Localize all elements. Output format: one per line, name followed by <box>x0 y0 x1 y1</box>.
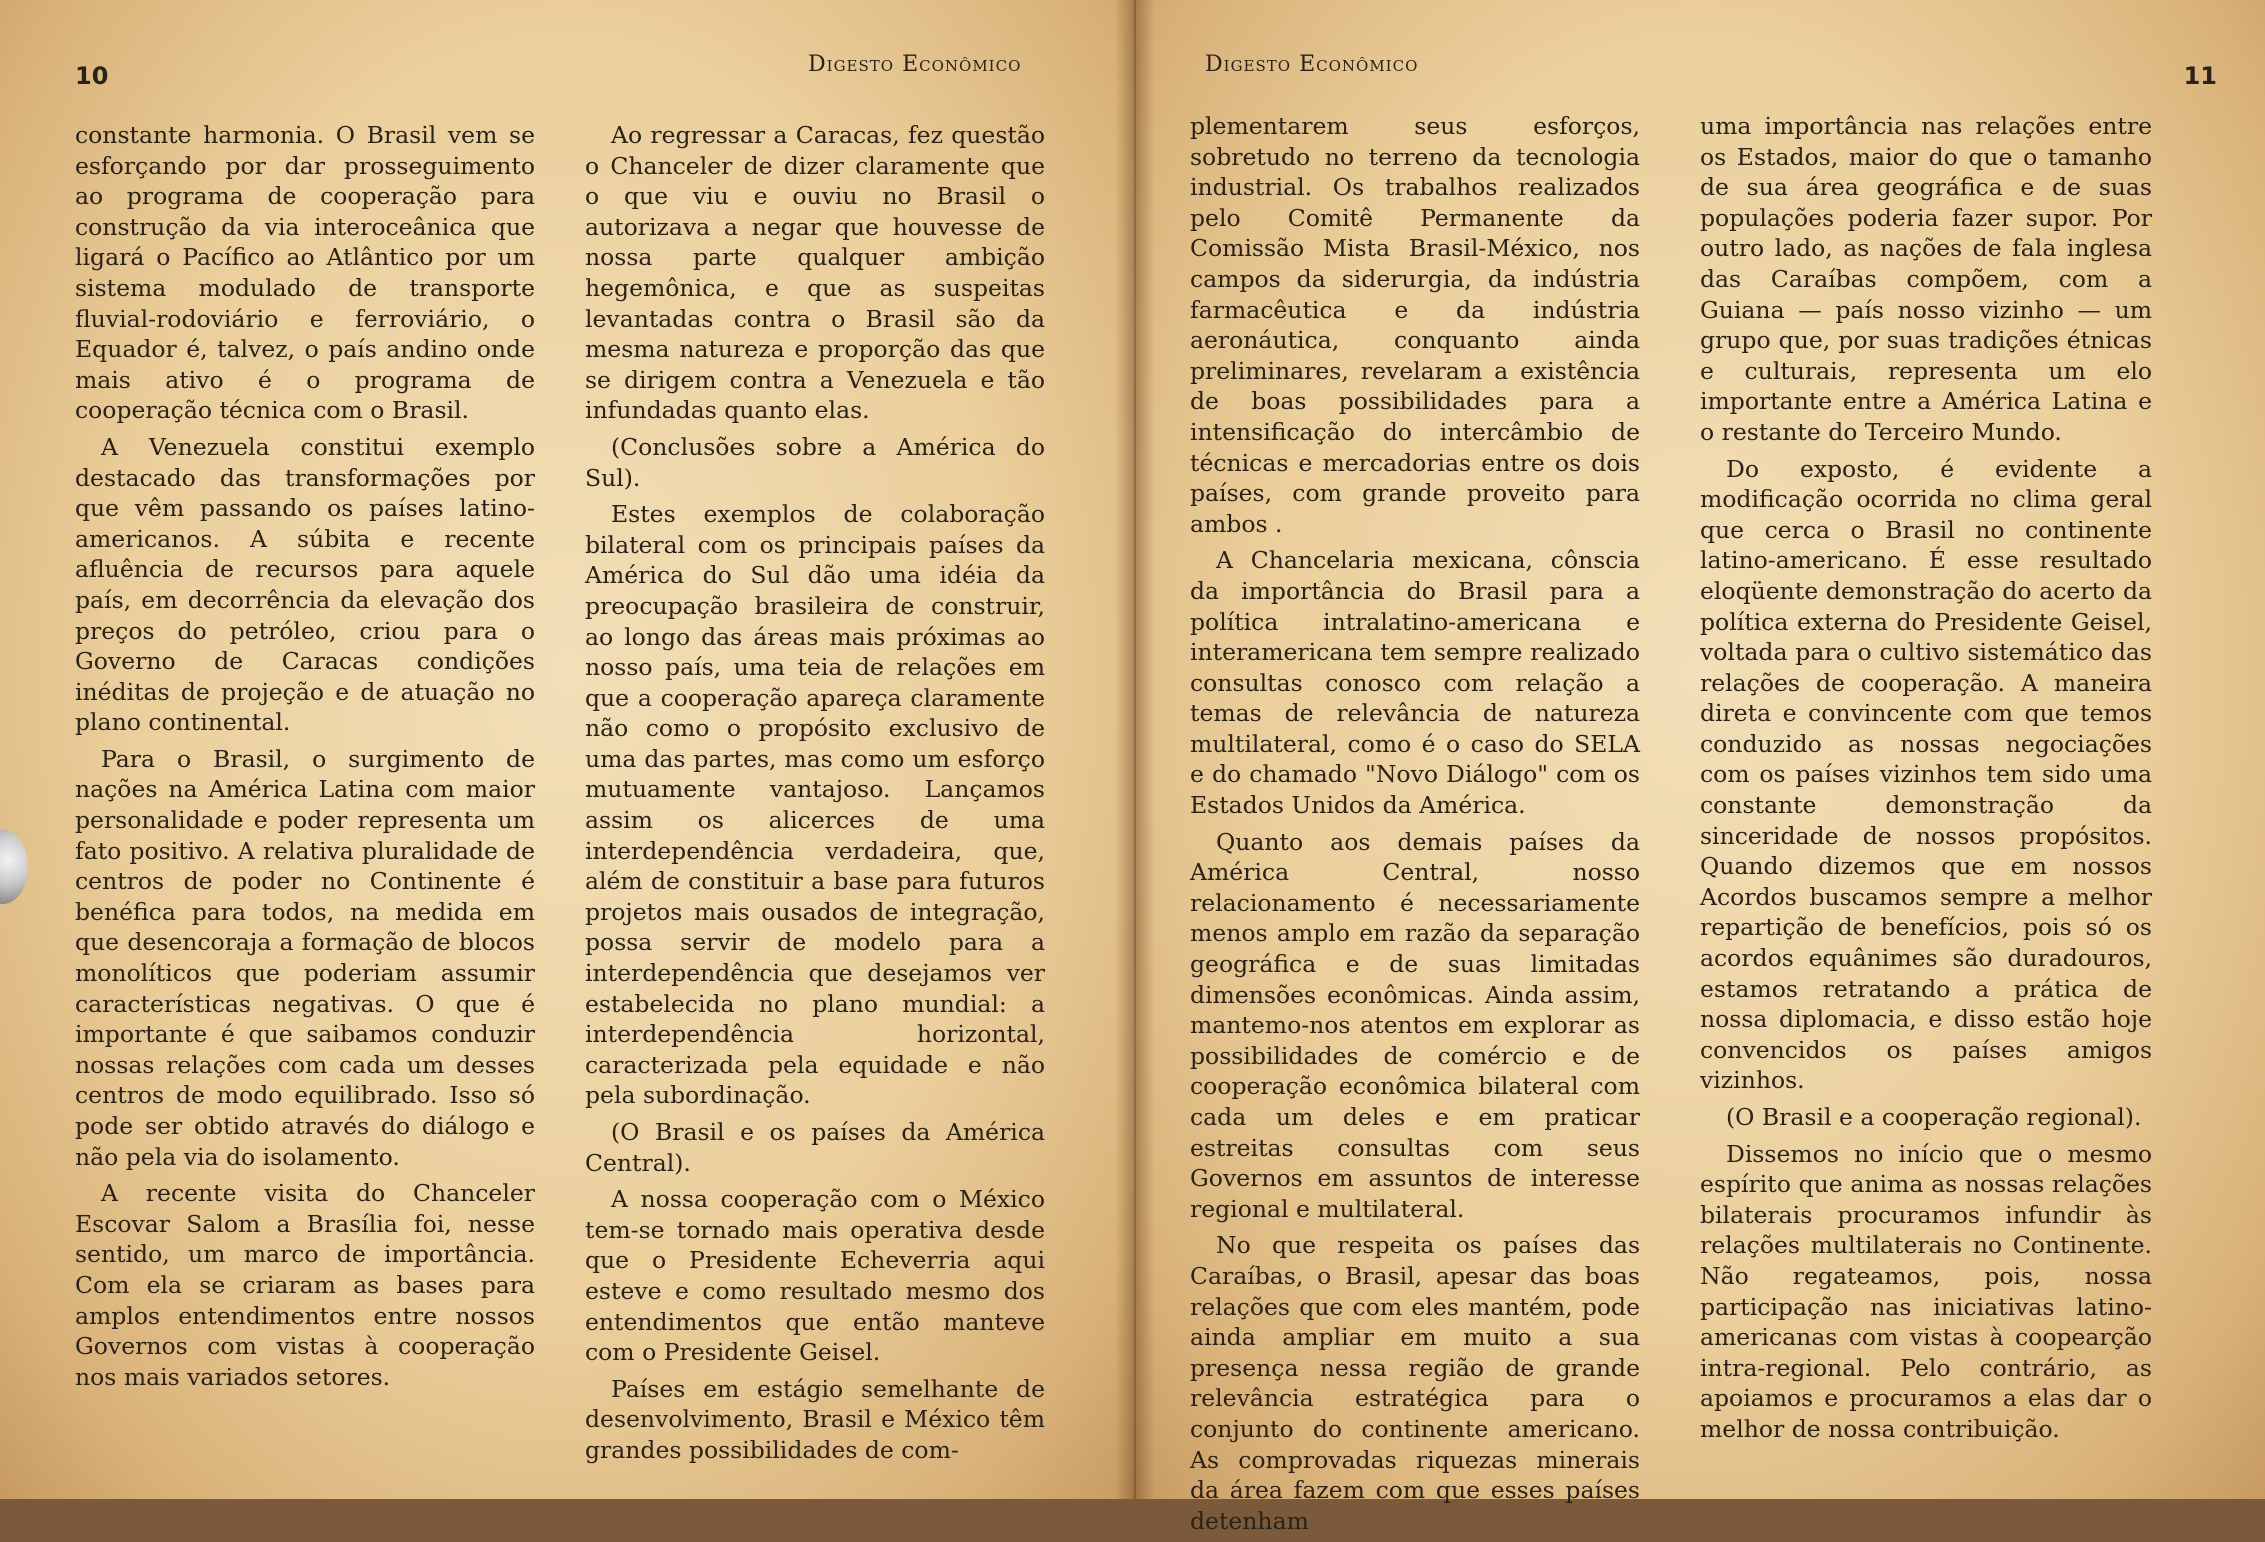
section-caption: (O Brasil e os países da América Central). <box>585 1118 1045 1177</box>
binder-clip-icon <box>0 830 28 904</box>
text-column-3 <box>1190 111 1640 1542</box>
right-page <box>1135 0 2265 1535</box>
paragraph: Quanto aos demais países da América Central, nosso relacionamento é necessariamente menos amplo em razão da separação geográfica e de suas limitadas dimensões econômicas. Ainda assim, mantemo-nos atentos em explorar as possibilidades de comércio e de cooperação econômica bilateral com cada um deles e em praticar estreitas consultas com seus Governos em assuntos de interesse regional e multilateral. <box>1190 827 1640 1223</box>
section-caption: (Conclusões sobre a América do Sul). <box>585 432 1045 492</box>
paragraph: A nossa cooperação com o México tem-se tornado mais operativa desde que o Presidente Echeverria aqui esteve e como resultado mesmo dos entendimentos que então manteve com o Presidente Geisel. <box>585 1185 1045 1367</box>
text-column-1 <box>75 120 535 1398</box>
paragraph: uma importância nas relações entre os Estados, maior do que o tamanho de sua área geográfica e de suas populações poderia fazer supor. Por outro lado, as nações de fala inglesa das Caraíbas compõem, com a Guiana — país nosso vizinho — um grupo que, por suas tradições étnicas e culturais, representa um elo importante entre a América Latina e o restante do Terceiro Mundo. <box>1700 112 2152 446</box>
page-number-right: 11 <box>2183 62 2217 90</box>
paragraph: Dissemos no início que o mesmo espírito que anima as nossas relações bilaterais procuramos infundir às relações multilaterais no Continente. Não regateamos, pois, nossa participação nas iniciativas latino-americanas com vistas à coopearção intra-regional. Pelo contrário, as apoiamos e procuramos a elas dar o melhor de nossa contribuição. <box>1700 1139 2152 1443</box>
paragraph: constante harmonia. O Brasil vem se esforçando por dar prosseguimento ao programa de cooperação para construção da via interoceânica que ligará o Pacífico ao Atlântico por um sistema modulado de transporte fluvial-rodoviário e ferroviário, o Equador é, talvez, o país andino onde mais ativo é o programa de cooperação técnica com o Brasil. <box>75 121 535 425</box>
paragraph: A Venezuela constitui exemplo destacado das transformações por que vêm passando os países latino-americanos. A súbita e recente afluência de recursos para aquele país, em decorrência da elevação dos preços do petróleo, criou para o Governo de Caracas condições inéditas de projeção e de atuação no plano continental. <box>75 432 535 737</box>
text-column-4 <box>1700 111 2152 1451</box>
text-column-2 <box>585 120 1045 1472</box>
paragraph: No que respeita os países das Caraíbas, o Brasil, apesar das boas relações que com eles mantém, pode ainda ampliar em muito a sua presença nessa região de grande relevância estratégica para o conjunto do continente americano. As comprovadas riquezas minerais da área fazem com que esses países detenham <box>1190 1231 1640 1535</box>
page-number-left: 10 <box>75 62 109 90</box>
paragraph: A recente visita do Chanceler Escovar Salom a Brasília foi, nesse sentido, um marco de importância. Com ela se criaram as bases para amplos entendimentos entre nossos Governos com vistas à cooperação nos mais variados setores. <box>75 1179 535 1391</box>
running-head-left: Digesto Econômico <box>808 52 1022 77</box>
paragraph: Estes exemplos de colaboração bilateral com os principais países da América do Sul dão uma idéia da preocupação brasileira de construir, ao longo das áreas mais próximas ao nosso país, uma teia de relações em que a cooperação apareça claramente não como o propósito exclusivo de uma das partes, mas como um esforço mutuamente vantajoso. Lançamos assim os alicerces de uma interdependência verdadeira, que, além de constituir a base para futuros projetos mais ousados de integração, possa servir de modelo para a interdependência que desejamos ver estabelecida no plano mundial: a interdependência horizontal, caracterizada pela equidade e não pela subordinação. <box>585 500 1045 1110</box>
book-gutter <box>1115 0 1155 1499</box>
running-head-right: Digesto Econômico <box>1205 52 1419 77</box>
paragraph: plementarem seus esforços, sobretudo no terreno da tecnologia industrial. Os trabalhos realizados pelo Comitê Permanente da Comissão Mista Brasil-México, nos campos da siderurgia, da indústria farmacêutica e da indústria aeronáutica, conquanto ainda preliminares, revelaram a existência de boas possibilidades para a intensificação do intercâmbio de técnicas e mercadorias entre os dois países, com grande proveito para ambos . <box>1190 112 1640 538</box>
paragraph: Países em estágio semelhante de desenvolvimento, Brasil e México têm grandes possibilidades de com- <box>585 1374 1045 1464</box>
paragraph: A Chancelaria mexicana, cônscia da importância do Brasil para a política intralatino-americana e interamericana tem sempre realizado consultas conosco com relação a temas de relevância de natureza multilateral, como é o caso do SELA e do chamado "Novo Diálogo" com os Estados Unidos da América. <box>1190 546 1640 820</box>
paragraph: Ao regressar a Caracas, fez questão o Chanceler de dizer claramente que o que viu e ouviu no Brasil o autorizava a negar que houvesse de nossa parte qualquer ambição hegemônica, e que as suspeitas levantadas contra o Brasil são da mesma natureza e proporção das que se dirigem contra a Venezuela e tão infundadas quanto elas. <box>585 121 1045 425</box>
left-page <box>0 0 1135 1499</box>
section-caption: (O Brasil e a cooperação regional). <box>1726 1103 2142 1131</box>
paragraph: Do exposto, é evidente a modificação ocorrida no clima geral que cerca o Brasil no continente latino-americano. É esse resultado eloqüente demonstração do acerto da política externa do Presidente Geisel, voltada para o cultivo sistemático das relações de cooperação. A maneira direta e convincente com que temos conduzido as nossas negociações com os países vizinhos tem sido uma constante demonstração da sinceridade de nossos propósitos. Quando dizemos que em nossos Acordos buscamos sempre a melhor repartição de benefícios, pois só os acordos equânimes são duradouros, estamos retratando a prática de nossa diplomacia, e disso estão hoje convencidos os países amigos vizinhos. <box>1700 454 2152 1095</box>
paragraph: Para o Brasil, o surgimento de nações na América Latina com maior personalidade e poder representa um fato positivo. A relativa pluralidade de centros de poder no Continente é benéfica para todos, na medida em que desencoraja a formação de blocos monolíticos que poderiam assumir características negativas. O que é importante é que saibamos conduzir nossas relações com cada um desses centros de modo equilibrado. Isso só pode ser obtido através do diálogo e não pela via do isolamento. <box>75 744 535 1171</box>
